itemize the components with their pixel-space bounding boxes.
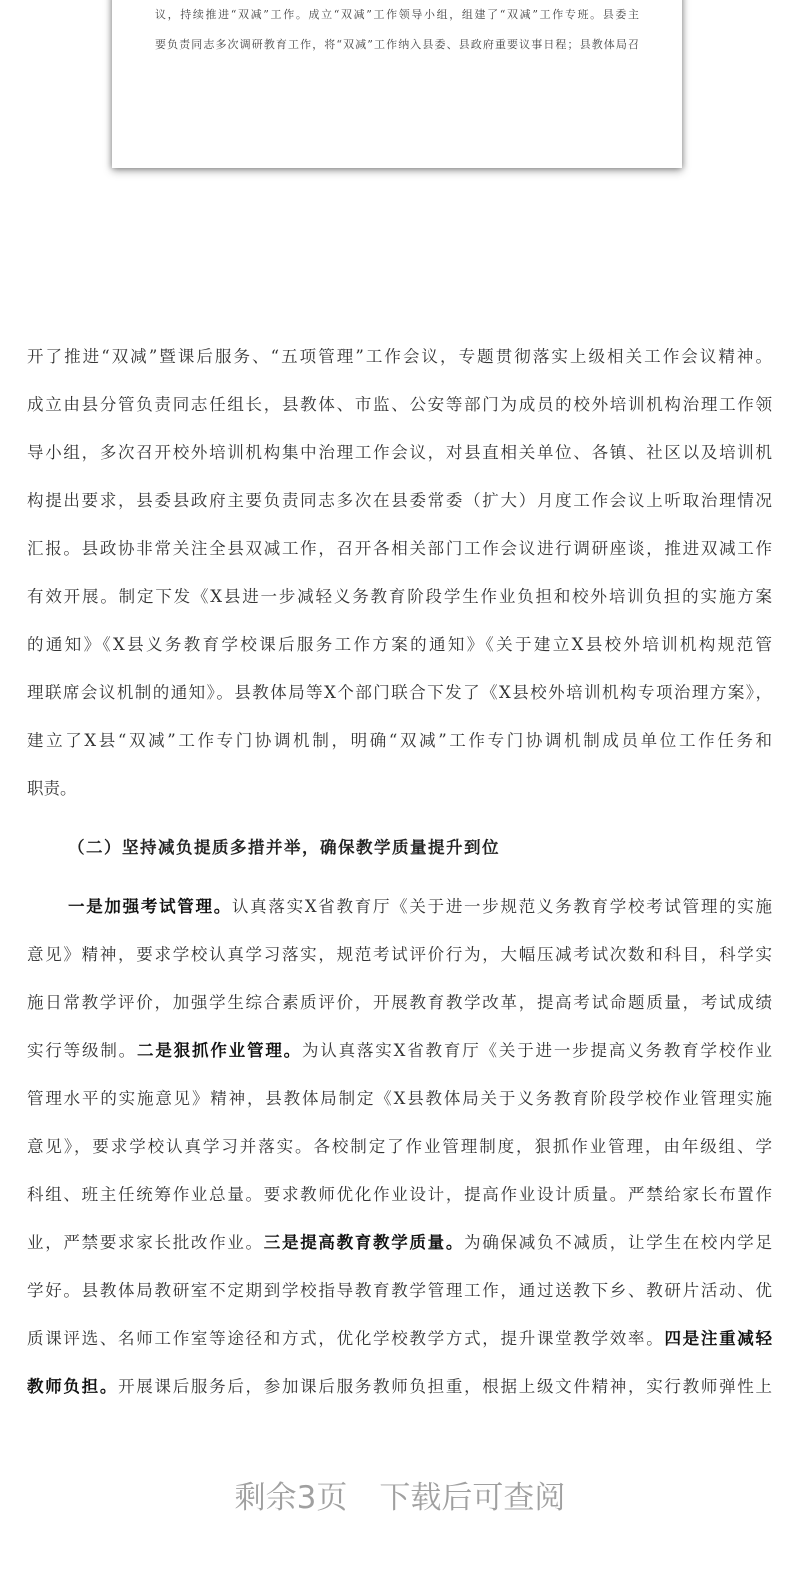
text-segment: 职责。 [27, 779, 77, 798]
text-line [27, 992, 772, 1014]
text-segment: 有效开展。制定下发《X县进一步减轻义务教育阶段学生作业负担和校外培训负担的实施方案 [27, 587, 772, 606]
text-line [27, 730, 772, 752]
text-line [27, 394, 772, 416]
section-heading: （二）坚持减负提质多措并举，确保教学质量提升到位 [68, 838, 500, 857]
text-segment: 为认真落实X省教育厅《关于进一步提高义务教育学校作业 [301, 1041, 773, 1060]
text-line [27, 944, 772, 966]
text-segment: 理联席会议机制的通知》。县教体局等X个部门联合下发了《X县校外培训机构专项治理方案》， [27, 683, 772, 702]
text-line [27, 1376, 772, 1398]
text-segment: 认真落实X省教育厅《关于进一步规范义务教育学校考试管理的实施 [231, 897, 773, 916]
text-line [27, 490, 772, 512]
text-segment: 汇报。县政协非常关注全县双减工作，召开各相关部门工作会议进行调研座谈，推进双减工作 [27, 539, 772, 558]
bold-lead-phrase: 四是注重减轻 [664, 1329, 773, 1348]
text-segment: 科组、班主任统筹作业总量。要求教师优化作业设计，提高作业设计质量。严禁给家长布置作 [27, 1185, 772, 1204]
text-line [27, 1280, 772, 1302]
text-segment: 开了推进“双减”暨课后服务、“五项管理”工作会议，专题贯彻落实上级相关工作会议精神。 [27, 347, 772, 366]
bold-lead-phrase: 教师负担。 [27, 1377, 119, 1396]
bold-lead-phrase: 三是提高教育教学质量。 [263, 1233, 465, 1252]
text-segment: 施日常教学评价，加强学生综合素质评价，开展教育教学改革，提高考试命题质量，考试成绩 [27, 993, 772, 1012]
text-segment: 开展课后服务后，参加课后服务教师负担重，根据上级文件精神，实行教师弹性上 [118, 1377, 772, 1396]
text-line [27, 538, 772, 560]
text-line [27, 1232, 772, 1254]
text-segment: 的通知》《X县义务教育学校课后服务工作方案的通知》《关于建立X县校外培训机构规范管 [27, 635, 772, 654]
bold-lead-phrase: 二是狠抓作业管理。 [137, 1041, 302, 1060]
download-hint-label: 下载后可查阅 [379, 1480, 566, 1516]
text-segment: 管理水平的实施意见》精神，县教体局制定《X县教体局关于义务教育阶段学校作业管理实施 [27, 1089, 772, 1108]
text-line [27, 1136, 772, 1158]
remaining-pages-label: 剩余3页 [234, 1480, 348, 1516]
text-segment: 质课评选、名师工作室等途径和方式，优化学校教学方式，提升课堂教学效率。 [27, 1329, 665, 1348]
text-segment: 成立由县分管负责同志任组长，县教体、市监、公安等部门为成员的校外培训机构治理工作领 [27, 395, 772, 414]
text-line [27, 586, 772, 608]
text-segment: 实行等级制。 [27, 1041, 137, 1060]
card-text-line: 要负责同志多次调研教育工作，将“双减”工作纳入县委、县政府重要议事日程；县教体局召 [155, 38, 640, 51]
text-line [27, 1088, 772, 1110]
text-segment: 学好。县教体局教研室不定期到学校指导教育教学管理工作，通过送教下乡、教研片活动、优 [27, 1281, 772, 1300]
text-line [68, 896, 772, 918]
text-line [27, 1328, 772, 1350]
text-line [27, 634, 772, 656]
document-preview-card [112, 0, 682, 168]
text-segment: 构提出要求，县委县政府主要负责同志多次在县委常委（扩大）月度工作会议上听取治理情况 [27, 491, 772, 510]
bold-lead-phrase: 一是加强考试管理。 [68, 897, 232, 916]
text-line [27, 1040, 772, 1062]
text-line [27, 1184, 772, 1206]
text-line [27, 778, 772, 800]
text-segment: 为确保减负不减质，让学生在校内学足 [464, 1233, 773, 1252]
text-segment: 导小组，多次召开校外培训机构集中治理工作会议，对县直相关单位、各镇、社区以及培训机 [27, 443, 772, 462]
download-prompt[interactable] [0, 1472, 800, 1517]
text-segment: 业，严禁要求家长批改作业。 [27, 1233, 264, 1252]
text-line [27, 442, 772, 464]
text-line [27, 682, 772, 704]
text-line [27, 346, 772, 368]
text-segment: 建立了X县“双减”工作专门协调机制，明确“双减”工作专门协调机制成员单位工作任务和 [27, 731, 772, 750]
text-segment: 意见》精神，要求学校认真学习落实，规范考试评价行为，大幅压减考试次数和科目，科学实 [27, 945, 772, 964]
text-segment: 意见》，要求学校认真学习并落实。各校制定了作业管理制度，狠抓作业管理，由年级组、学 [27, 1137, 772, 1156]
card-text-line: 议，持续推进“双减”工作。成立“双减”工作领导小组，组建了“双减”工作专班。县委主 [155, 8, 640, 21]
